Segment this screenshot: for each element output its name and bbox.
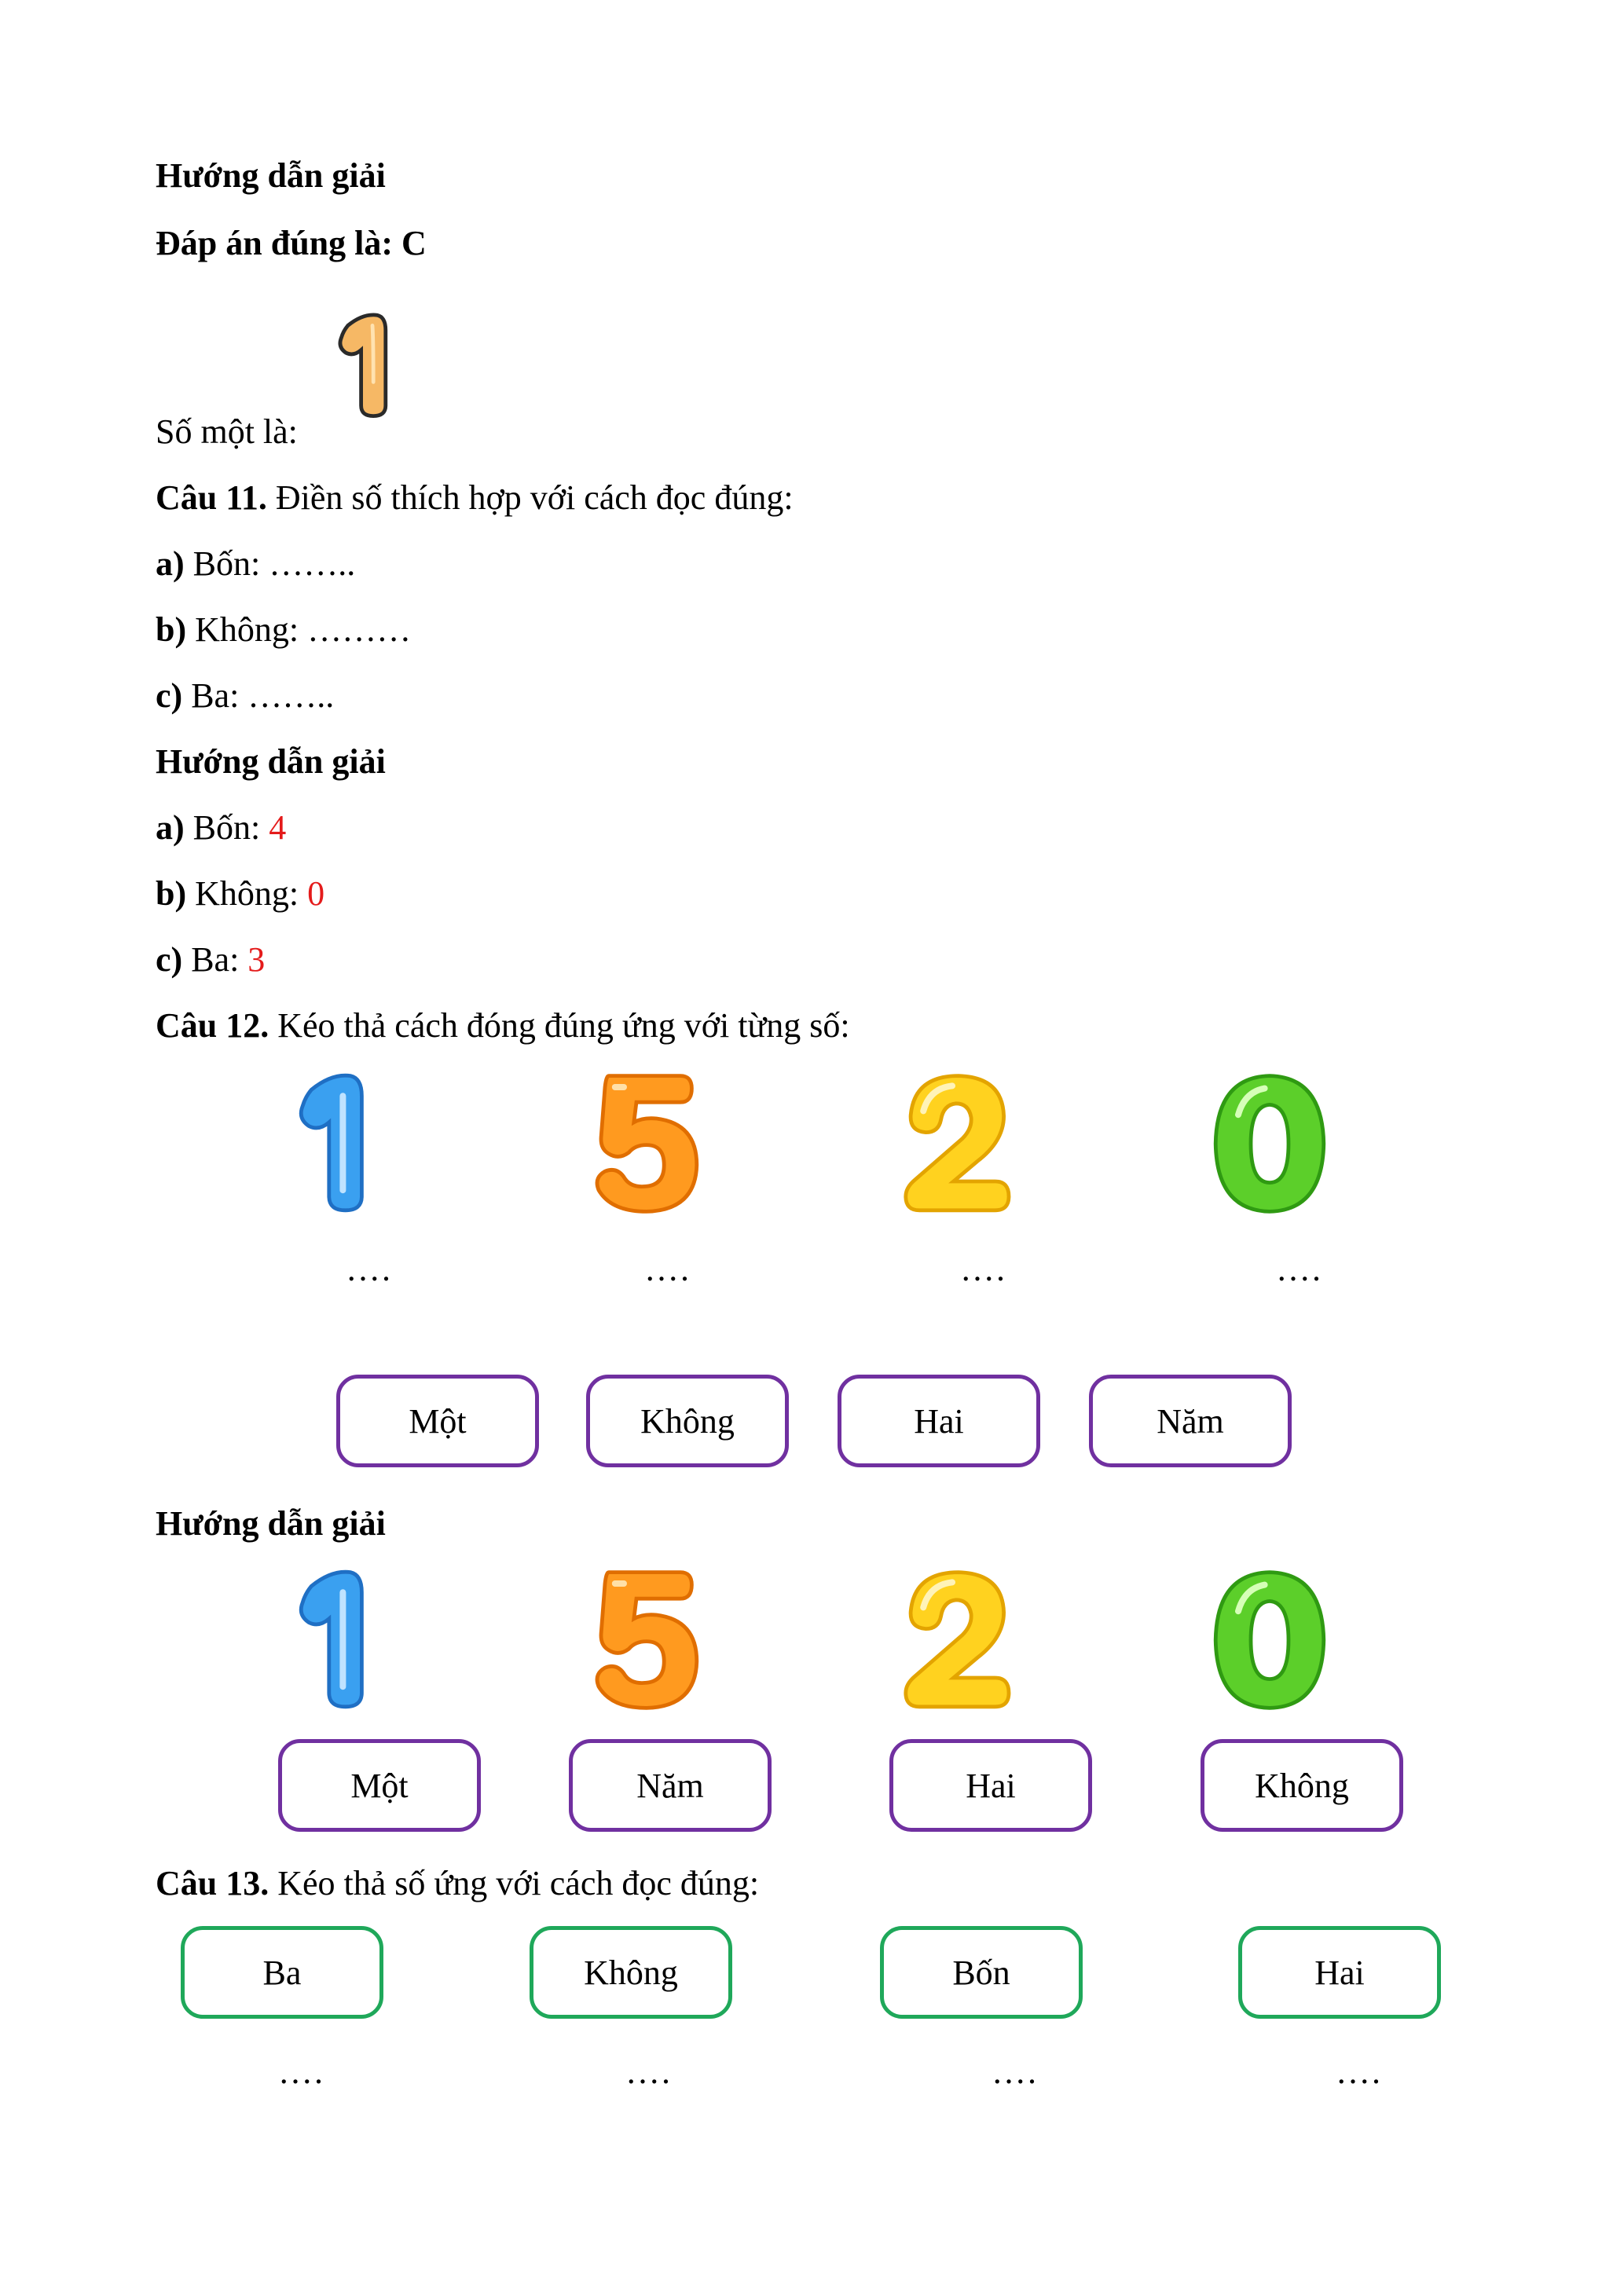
q11-solution-a-letter: a) xyxy=(156,808,185,847)
q11-solution-b xyxy=(156,872,324,916)
solution-digit-5-orange xyxy=(586,1562,712,1719)
digit-1-blue xyxy=(275,1065,401,1222)
solution-digit-1-blue xyxy=(275,1562,401,1719)
number-one-label: Số một là: xyxy=(156,412,298,451)
q12-blank-2[interactable]: …. xyxy=(644,1250,691,1288)
q11-solution-heading: Hướng dẫn giải xyxy=(156,742,386,781)
q13-word-khong[interactable]: Không xyxy=(530,1926,732,2019)
q11-item-c-text: Ba: …….. xyxy=(191,676,335,715)
q11-item-b-letter: b) xyxy=(156,610,187,649)
q11-item-c-letter: c) xyxy=(156,676,183,715)
q11-title: Câu 11. xyxy=(156,478,267,517)
q12-blank-1[interactable]: …. xyxy=(346,1250,392,1288)
q13-blank-4[interactable]: …. xyxy=(1336,2052,1382,2091)
q12-blank-3[interactable]: …. xyxy=(960,1250,1006,1288)
q11-solution-c xyxy=(156,938,265,982)
q11-item-b xyxy=(156,608,411,652)
q11-solution-b-value: 0 xyxy=(307,874,325,913)
q11-item-a-text: Bốn: …….. xyxy=(192,544,356,583)
q11-prompt: Điền số thích hợp với cách đọc đúng: xyxy=(275,478,794,517)
q11-item-a-letter: a) xyxy=(156,544,185,583)
q11-solution-a-text: Bốn: xyxy=(192,808,269,847)
q11-solution-c-text: Ba: xyxy=(191,940,248,979)
q13-word-ba[interactable]: Ba xyxy=(181,1926,383,2019)
q11-solution-a-value: 4 xyxy=(269,808,287,847)
digit-5-orange xyxy=(586,1065,712,1222)
solution-digit-2-yellow xyxy=(896,1562,1021,1719)
q12-solution-label-3: Hai xyxy=(889,1739,1092,1832)
q12-blank-4[interactable]: …. xyxy=(1276,1250,1322,1288)
q13-blank-3[interactable]: …. xyxy=(992,2052,1038,2091)
q13-title: Câu 13. xyxy=(156,1864,269,1902)
q11-solution-b-letter: b) xyxy=(156,874,187,913)
q11-question xyxy=(156,476,794,520)
q13-word-hai[interactable]: Hai xyxy=(1238,1926,1441,2019)
digit-2-yellow xyxy=(896,1065,1021,1222)
q11-item-a xyxy=(156,542,355,586)
q11-item-c xyxy=(156,674,334,718)
q12-prompt: Kéo thả cách đóng đúng ứng với từng số: xyxy=(277,1006,850,1045)
q13-question xyxy=(156,1862,759,1906)
q12-solution-label-4: Không xyxy=(1201,1739,1403,1832)
q12-solution-heading: Hướng dẫn giải xyxy=(156,1504,386,1543)
q13-blank-1[interactable]: …. xyxy=(278,2052,324,2091)
solution-heading-1: Hướng dẫn giải xyxy=(156,156,386,195)
correct-answer: Đáp án đúng là: C xyxy=(156,224,427,262)
q12-option-mot[interactable]: Một xyxy=(336,1375,539,1467)
q11-solution-b-text: Không: xyxy=(195,874,308,913)
q12-question xyxy=(156,1004,850,1048)
digit-one-image xyxy=(321,287,415,445)
q13-blank-2[interactable]: …. xyxy=(625,2052,672,2091)
q11-solution-c-letter: c) xyxy=(156,940,183,979)
q11-item-b-text: Không: ……… xyxy=(195,610,412,649)
q12-option-hai[interactable]: Hai xyxy=(838,1375,1040,1467)
q13-word-bon[interactable]: Bốn xyxy=(880,1926,1083,2019)
digit-0-green xyxy=(1207,1065,1333,1222)
q11-solution-c-value: 3 xyxy=(247,940,266,979)
q12-option-khong[interactable]: Không xyxy=(586,1375,789,1467)
q12-option-nam[interactable]: Năm xyxy=(1089,1375,1292,1467)
q11-solution-a xyxy=(156,806,286,850)
q12-title: Câu 12. xyxy=(156,1006,269,1045)
q12-solution-label-2: Năm xyxy=(569,1739,772,1832)
solution-digit-0-green xyxy=(1207,1562,1333,1719)
q12-solution-label-1: Một xyxy=(278,1739,481,1832)
q13-prompt: Kéo thả số ứng với cách đọc đúng: xyxy=(277,1864,760,1902)
